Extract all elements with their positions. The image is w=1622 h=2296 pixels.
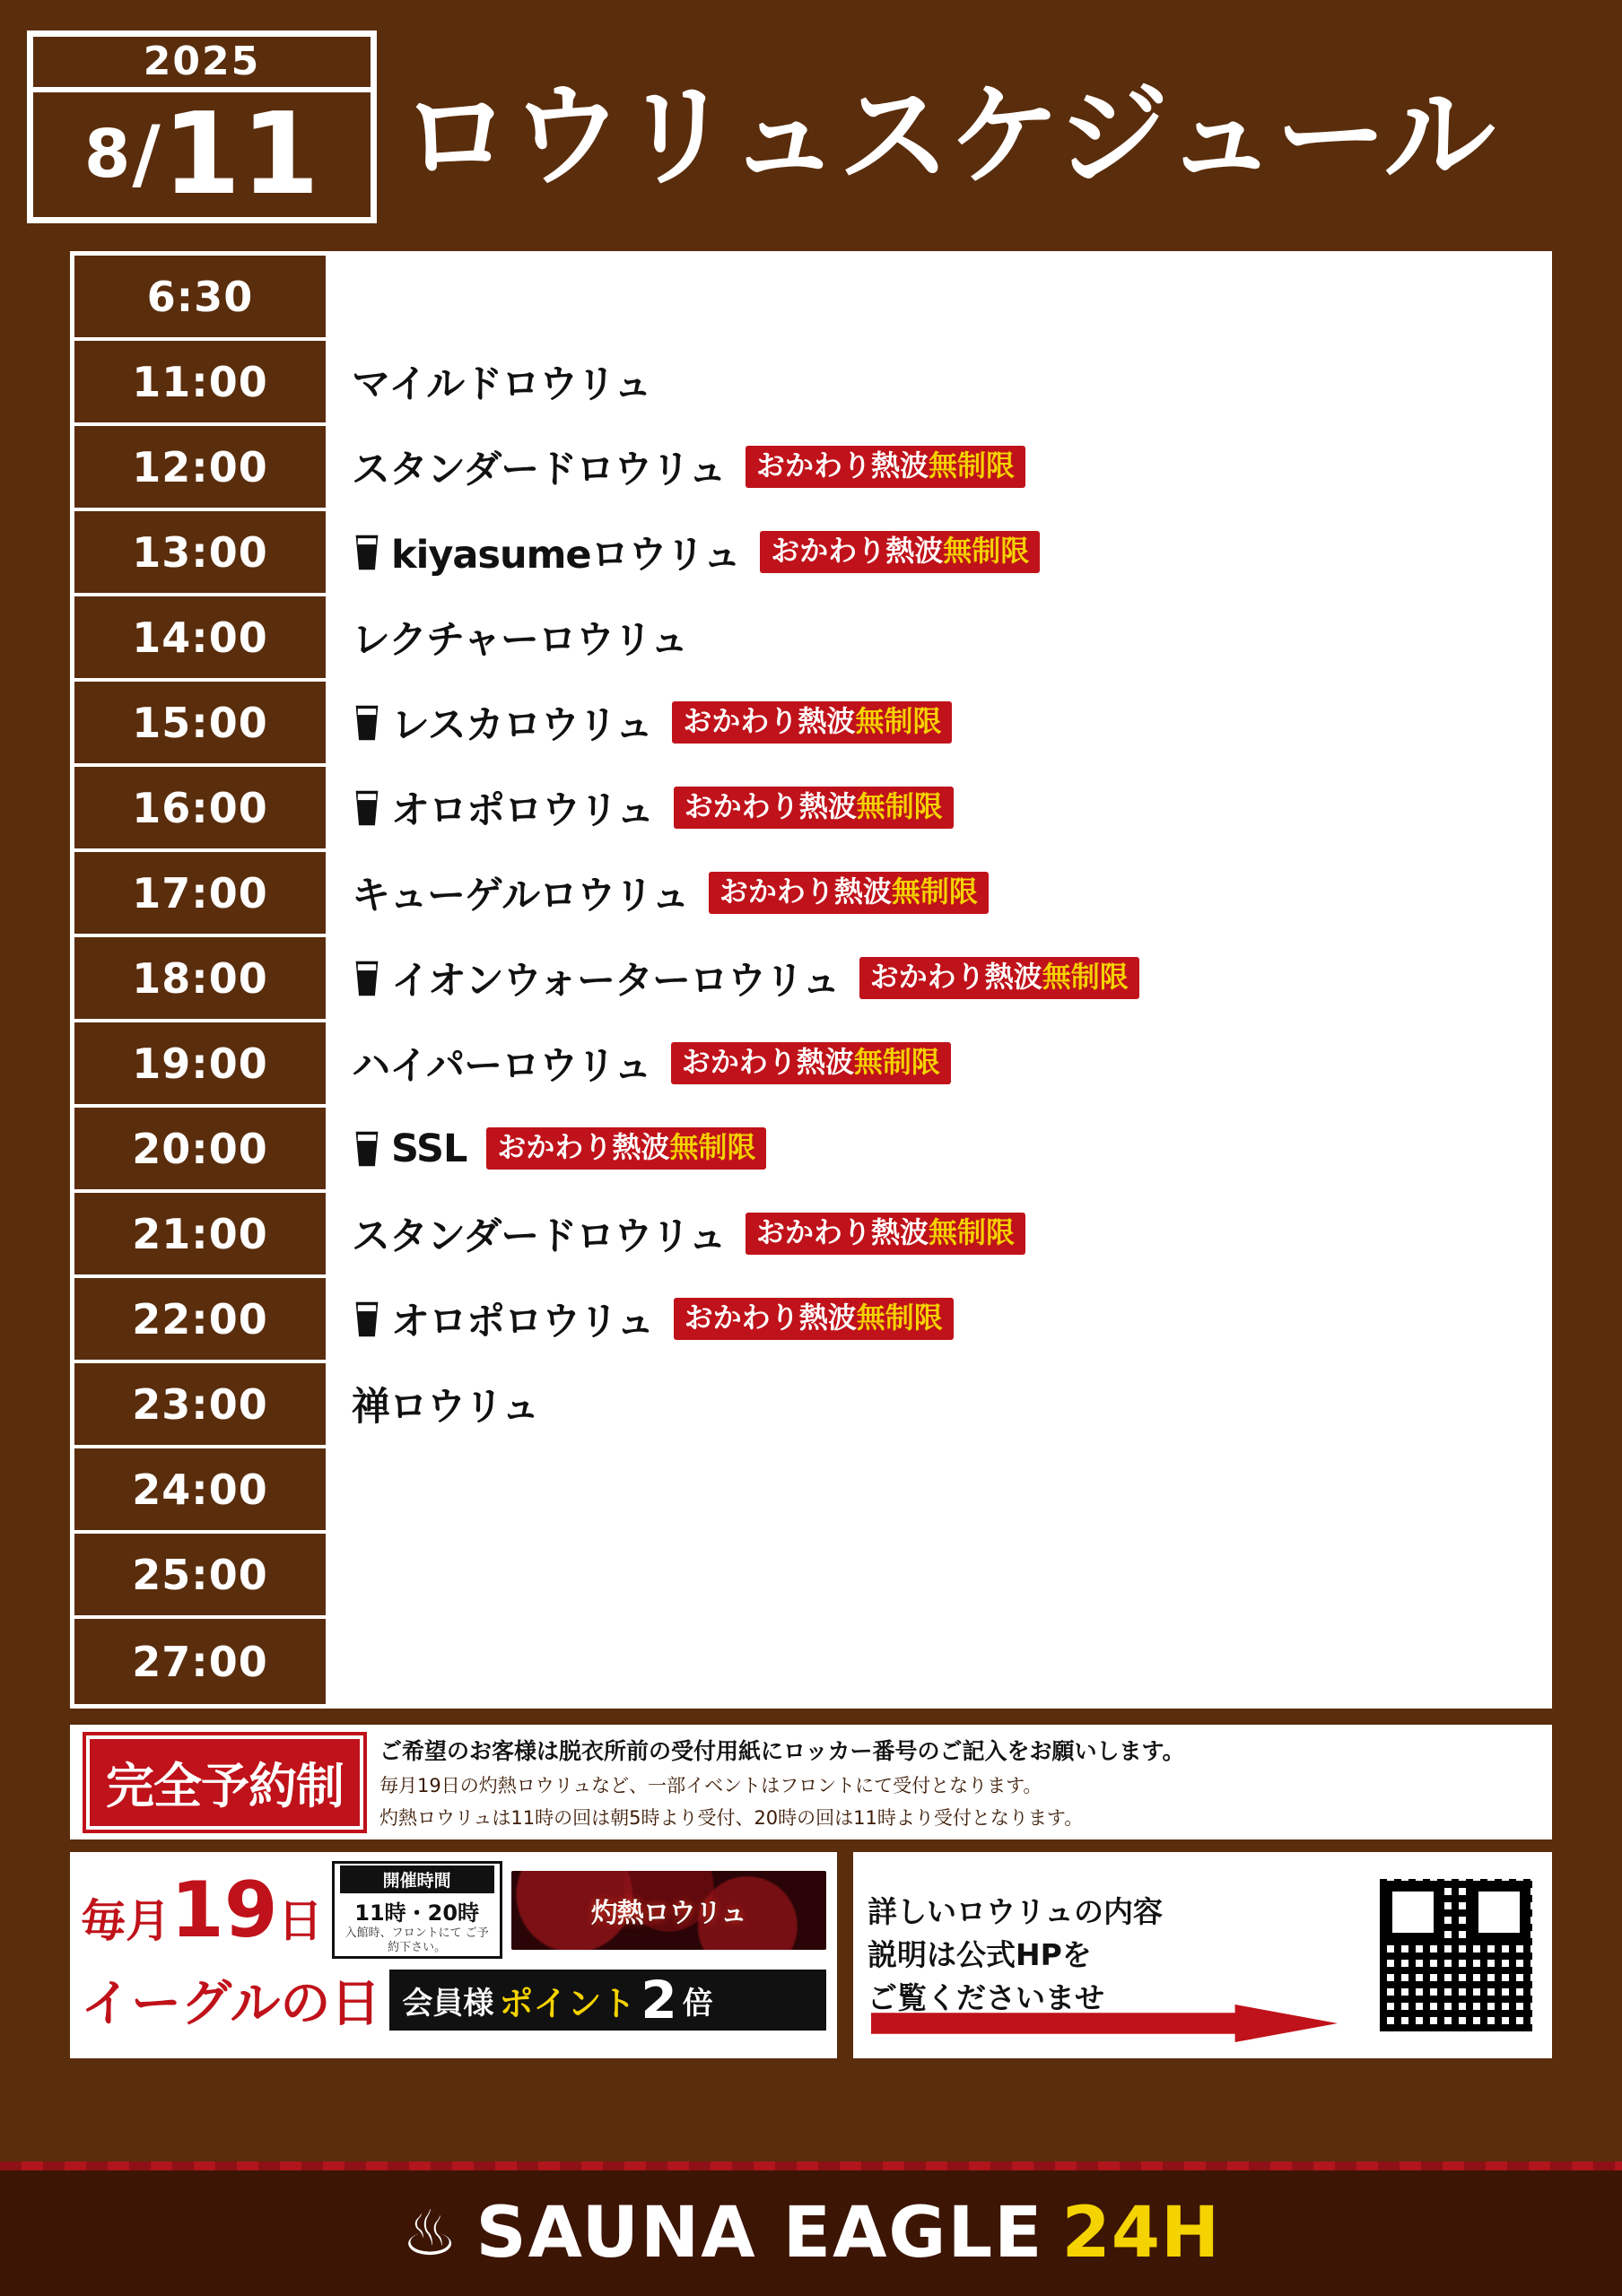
schedule-event-cell — [330, 937, 1548, 1019]
schedule-row — [74, 256, 1548, 341]
drink-cup-icon — [352, 1129, 382, 1169]
schedule-event-cell — [330, 1193, 1548, 1274]
schedule-event-cell — [330, 426, 1548, 508]
schedule-time-cell: 20:00 — [74, 1108, 330, 1189]
eagle-day-suffix: 日 — [277, 1894, 323, 1947]
page-title: ロウリュスケジュール — [400, 72, 1494, 202]
okawari-badge — [746, 1213, 1025, 1255]
schedule-time-cell: 16:00 — [74, 767, 330, 848]
date-year: 2025 — [33, 37, 371, 92]
schedule-row — [74, 1108, 1548, 1193]
okawari-badge-part1: おかわり熱波 — [497, 1129, 670, 1164]
schedule-event-cell — [330, 1108, 1548, 1189]
schedule-time-cell: 22:00 — [74, 1278, 330, 1360]
date-main — [33, 88, 371, 220]
schedule-time-cell: 14:00 — [74, 596, 330, 678]
drink-cup-icon — [352, 1300, 382, 1339]
schedule-time-cell: 24:00 — [74, 1448, 330, 1530]
schedule-row — [74, 596, 1548, 682]
points-word: ポイント — [499, 1983, 636, 2023]
event-time-title: 開催時間 — [340, 1866, 494, 1893]
date-month: 8 — [83, 116, 131, 193]
drink-cup-icon — [352, 533, 382, 572]
schedule-event-name: マイルドロウリュ — [352, 362, 651, 407]
okawari-badge — [671, 1042, 951, 1084]
info-line-3: ご覧くださいませ — [868, 1979, 1104, 2015]
schedule-row — [74, 852, 1548, 937]
schedule-time-cell: 19:00 — [74, 1022, 330, 1104]
schedule-event-cell — [330, 341, 1548, 422]
schedule-time-cell: 13:00 — [74, 511, 330, 593]
info-line-2: 説明は公式HPを — [868, 1937, 1092, 1973]
schedule-row — [74, 767, 1548, 852]
eagle-day-bottom-row — [81, 1964, 826, 2036]
schedule-event-cell — [330, 256, 1548, 337]
okawari-badge-part1: おかわり熱波 — [684, 788, 857, 823]
schedule-event-cell — [330, 596, 1548, 678]
schedule-row — [74, 1363, 1548, 1448]
schedule-row — [74, 1448, 1548, 1534]
okawari-badge-part2: 無制限 — [943, 533, 1030, 568]
schedule-event-name: オロポロウリュ — [391, 788, 654, 833]
schedule-row — [74, 1022, 1548, 1108]
okawari-badge-part1: おかわり熱波 — [869, 959, 1042, 994]
reservation-badge: 完全予約制 — [86, 1735, 363, 1830]
reservation-note-3: 灼熱ロウリュは11時の回は朝5時より受付、20時の回は11時より受付となります。 — [379, 1807, 1084, 1829]
event-time-box — [332, 1861, 502, 1959]
schedule-event-name: キューゲルロウリュ — [352, 874, 689, 918]
schedule-event-name: イオンウォーターロウリュ — [391, 959, 840, 1004]
schedule-event-cell — [330, 682, 1548, 763]
eagle-day-prefix: 毎月 — [81, 1894, 170, 1947]
eagle-day-top-row — [81, 1861, 826, 1959]
footer-stripes — [0, 2161, 1622, 2170]
schedule-event-cell — [330, 511, 1548, 593]
okawari-badge — [486, 1127, 766, 1170]
okawari-badge — [674, 787, 954, 829]
event-time-value: 11時・20時 — [354, 1900, 480, 1926]
schedule-event-name: レクチャーロウリュ — [352, 618, 688, 663]
schedule-event-cell — [330, 852, 1548, 934]
schedule-event-cell — [330, 1534, 1548, 1615]
schedule-time-cell: 12:00 — [74, 426, 330, 508]
schedule-time-cell: 15:00 — [74, 682, 330, 763]
schedule-row — [74, 682, 1548, 767]
schedule-event-name: スタンダードロウリュ — [352, 448, 726, 492]
info-panel — [853, 1852, 1552, 2058]
okawari-badge-part1: おかわり熱波 — [719, 874, 892, 909]
schedule-time-cell: 17:00 — [74, 852, 330, 934]
schedule-event-cell — [330, 1278, 1548, 1360]
reservation-note-1: ご希望のお客様は脱衣所前の受付用紙にロッカー番号のご記入をお願いします。 — [379, 1738, 1185, 1764]
qr-code-icon[interactable] — [1380, 1879, 1532, 2031]
eagle-day-panel — [70, 1852, 837, 2058]
okawari-badge-part2: 無制限 — [929, 448, 1016, 483]
schedule-row — [74, 1534, 1548, 1619]
schedule-row — [74, 1619, 1548, 1704]
eagle-day-label: イーグルの日 — [81, 1975, 381, 2034]
okawari-badge — [859, 957, 1139, 999]
okawari-badge-part2: 無制限 — [855, 703, 942, 738]
eagle-day-number: 19 — [170, 1865, 278, 1955]
eagle-day-headline — [81, 1866, 323, 1955]
shakunetsu-logo — [511, 1871, 826, 1950]
okawari-badge-part1: おかわり熱波 — [681, 1044, 854, 1079]
event-time-note: 入館時、フロントにて ご予約下さい。 — [344, 1926, 489, 1954]
info-line-1: 詳しいロウリュの内容 — [868, 1894, 1164, 1930]
points-number: 2 — [641, 1970, 677, 2031]
footer-bar — [0, 2161, 1622, 2296]
schedule-event-name: SSL — [391, 1126, 467, 1171]
info-panel-text — [868, 1891, 1163, 2020]
date-slash: / — [132, 109, 161, 199]
okawari-badge-part2: 無制限 — [669, 1129, 756, 1164]
poster-header — [0, 0, 1622, 242]
drink-cup-icon — [352, 703, 382, 743]
okawari-badge — [760, 531, 1040, 573]
onsen-icon: ♨ — [401, 2196, 458, 2270]
schedule-row — [74, 1278, 1548, 1363]
schedule-event-name: kiyasumeロウリュ — [391, 533, 741, 578]
okawari-badge-part1: おかわり熱波 — [684, 1300, 857, 1335]
schedule-time-cell: 6:30 — [74, 256, 330, 337]
okawari-badge-part1: おかわり熱波 — [771, 533, 944, 568]
schedule-event-cell — [330, 1448, 1548, 1530]
schedule-row — [74, 1193, 1548, 1278]
reservation-note-2: 毎月19日の灼熱ロウリュなど、一部イベントはフロントにて受付となります。 — [379, 1775, 1042, 1796]
schedule-event-name: スタンダードロウリュ — [352, 1214, 726, 1259]
schedule-row — [74, 937, 1548, 1022]
points-unit: 倍 — [682, 1985, 713, 2022]
okawari-badge-part1: おかわり熱波 — [683, 703, 856, 738]
okawari-badge-part2: 無制限 — [1042, 959, 1129, 994]
footer-brand: SAUNA EAGLE — [475, 2193, 1044, 2274]
okawari-badge-part2: 無制限 — [929, 1214, 1016, 1249]
okawari-badge-part2: 無制限 — [891, 874, 978, 909]
schedule-event-name: ハイパーロウリュ — [352, 1044, 651, 1089]
schedule-event-name: レスカロウリュ — [391, 703, 653, 748]
schedule-time-cell: 18:00 — [74, 937, 330, 1019]
date-box — [27, 30, 377, 223]
date-day: 11 — [161, 88, 320, 220]
schedule-time-cell: 23:00 — [74, 1363, 330, 1445]
bottom-panels — [70, 1852, 1552, 2058]
schedule-time-cell: 25:00 — [74, 1534, 330, 1615]
schedule-event-cell — [330, 1619, 1548, 1704]
okawari-badge — [709, 872, 989, 914]
okawari-badge-part2: 無制限 — [853, 1044, 940, 1079]
points-member: 会員様 — [402, 1985, 494, 2022]
drink-cup-icon — [352, 788, 382, 828]
drink-cup-icon — [352, 959, 382, 998]
schedule-event-cell — [330, 1363, 1548, 1445]
schedule-event-name: 禅ロウリュ — [352, 1385, 539, 1430]
okawari-badge-part1: おかわり熱波 — [756, 1214, 929, 1249]
shakunetsu-label: 灼熱ロウリュ — [590, 1897, 746, 1929]
schedule-row — [74, 511, 1548, 596]
schedule-table — [70, 251, 1552, 1709]
schedule-event-cell — [330, 1022, 1548, 1104]
okawari-badge-part1: おかわり熱波 — [756, 448, 929, 483]
okawari-badge-part2: 無制限 — [856, 788, 943, 823]
schedule-time-cell: 27:00 — [74, 1619, 330, 1704]
schedule-event-cell — [330, 767, 1548, 848]
schedule-time-cell: 21:00 — [74, 1193, 330, 1274]
schedule-row — [74, 426, 1548, 511]
reservation-strip — [70, 1725, 1552, 1839]
schedule-event-name: オロポロウリュ — [391, 1300, 654, 1344]
reservation-notes — [379, 1734, 1185, 1831]
okawari-badge — [674, 1298, 954, 1340]
okawari-badge — [746, 446, 1025, 488]
schedule-time-cell: 11:00 — [74, 341, 330, 422]
points-box — [389, 1970, 826, 2031]
schedule-row — [74, 341, 1548, 426]
okawari-badge-part2: 無制限 — [856, 1300, 943, 1335]
okawari-badge — [672, 701, 952, 744]
footer-hours: 24H — [1061, 2193, 1221, 2274]
